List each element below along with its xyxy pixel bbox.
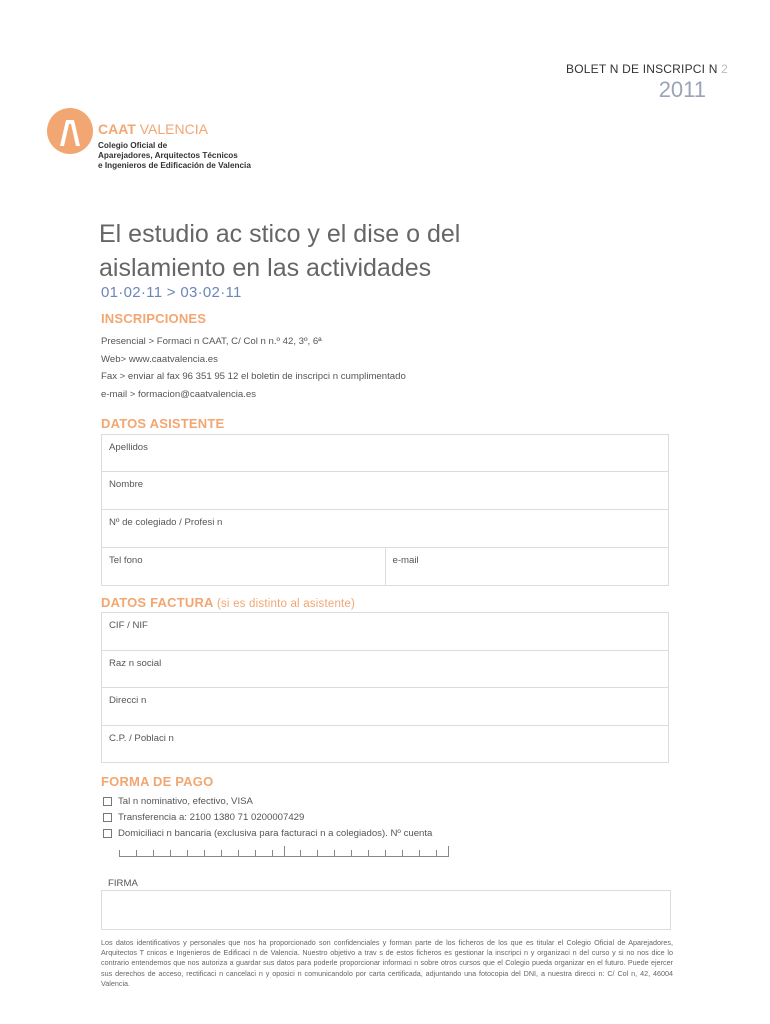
course-title-line: aislamiento en las actividades: [99, 254, 432, 282]
razon-social-label: Raz n social: [109, 658, 162, 669]
telefono-field[interactable]: [102, 548, 386, 585]
direccion-field[interactable]: [102, 688, 668, 726]
logo-brand-bold: CAAT: [98, 121, 136, 137]
apellidos-field[interactable]: [102, 435, 668, 472]
forma-pago-heading: FORMA DE PAGO: [101, 774, 214, 789]
payment-option-label: Domiciliaci n bancaria (exclusiva para facturaci n a colegiados). Nº cuenta: [118, 828, 433, 839]
caat-logo-icon: [47, 108, 93, 154]
course-dates: 01·02·11 > 03·02·11: [101, 284, 242, 301]
inscripciones-heading: INSCRIPCIONES: [101, 311, 207, 326]
datos-factura-form: [101, 612, 669, 763]
razon-social-field[interactable]: [102, 651, 668, 688]
logo-brand-city: VALENCIA: [139, 121, 208, 137]
payment-option-talon[interactable]: [103, 796, 253, 807]
firma-label: FIRMA: [108, 878, 138, 889]
payment-option-label: Transferencia a: 2100 1380 71 0200007429: [118, 812, 305, 823]
account-number-field[interactable]: [119, 846, 449, 857]
nombre-label: Nombre: [109, 479, 144, 490]
bulletin-title: [566, 62, 728, 76]
direccion-label: Direcci n: [109, 695, 147, 706]
datos-factura-note: (si es distinto al asistente): [216, 598, 356, 610]
checkbox[interactable]: [103, 813, 112, 822]
datos-factura-title: DATOS FACTURA: [101, 595, 214, 610]
logo-subtitle: [98, 141, 298, 171]
contact-row: [102, 548, 668, 585]
datos-factura-heading: [101, 595, 355, 610]
cp-poblacion-field[interactable]: [102, 726, 668, 762]
bulletin-number: 2: [721, 62, 728, 76]
bulletin-label: BOLET N DE INSCRIPCI N: [566, 62, 718, 76]
colegiado-field[interactable]: [102, 510, 668, 548]
checkbox[interactable]: [103, 797, 112, 806]
nombre-field[interactable]: [102, 472, 668, 510]
logo-subtitle-line: e Ingenieros de Edificación de Valencia: [98, 161, 251, 170]
email-field[interactable]: [386, 548, 669, 585]
cp-poblacion-label: C.P. / Poblaci n: [109, 733, 174, 744]
email-label: e-mail: [392, 555, 419, 566]
legal-notice: Los datos identificativos y personales que nos ha proporcionado son confidenciales y forman parte de los ficheros de los que es titular el Colegio Oficial de Aparejadores, Arquitectos T cnicos e Ingenieros de Edificaci n de Valencia. Nuestro objetivo a trav s de estos ficheros es gestionar la inscripci n y organizaci n del curso y si no nos dice lo contrario entendemos que nos autoriza a guardar sus datos para poderle proporcionar informaci n sobre otros cursos que el Colegio pueda organizar en el futuro. Puede ejercer sus derechos de acceso, rectificaci n cancelaci n y oposici n comunicandolo por carta certificada, adjuntando una fotocopia del DNI, a nuestra direcci n: C/ Col n, 42, 46004 Valencia.: [101, 938, 673, 988]
logo-brand: [98, 121, 208, 137]
inscripciones-info: [101, 333, 406, 403]
colegiado-label: Nº de colegiado / Profesi n: [109, 517, 223, 528]
checkbox[interactable]: [103, 829, 112, 838]
info-line: Fax > enviar al fax 96 351 95 12 el boletin de inscripci n cumplimentado: [101, 371, 406, 382]
course-title: [99, 217, 579, 285]
logo-subtitle-line: Aparejadores, Arquitectos Técnicos: [98, 151, 238, 160]
course-title-line: El estudio ac stico y el dise o del: [99, 220, 461, 248]
datos-asistente-heading: DATOS ASISTENTE: [101, 416, 225, 431]
firma-field[interactable]: [101, 890, 671, 930]
logo-subtitle-line: Colegio Oficial de: [98, 141, 168, 150]
payment-option-domiciliacion[interactable]: [103, 828, 432, 839]
info-line: Web> www.caatvalencia.es: [101, 353, 218, 365]
info-line: Presencial > Formaci n CAAT, C/ Col n n.º 42, 3º, 6ª: [101, 336, 322, 347]
datos-asistente-form: [101, 434, 669, 586]
payment-option-transferencia[interactable]: [103, 812, 304, 823]
payment-option-label: Tal n nominativo, efectivo, VISA: [118, 796, 253, 807]
cif-field[interactable]: [102, 613, 668, 651]
apellidos-label: Apellidos: [109, 442, 148, 453]
year: 2011: [658, 77, 706, 102]
info-line: e-mail > formacion@caatvalencia.es: [101, 388, 257, 400]
cif-label: CIF / NIF: [109, 620, 148, 631]
telefono-label: Tel fono: [109, 555, 143, 566]
